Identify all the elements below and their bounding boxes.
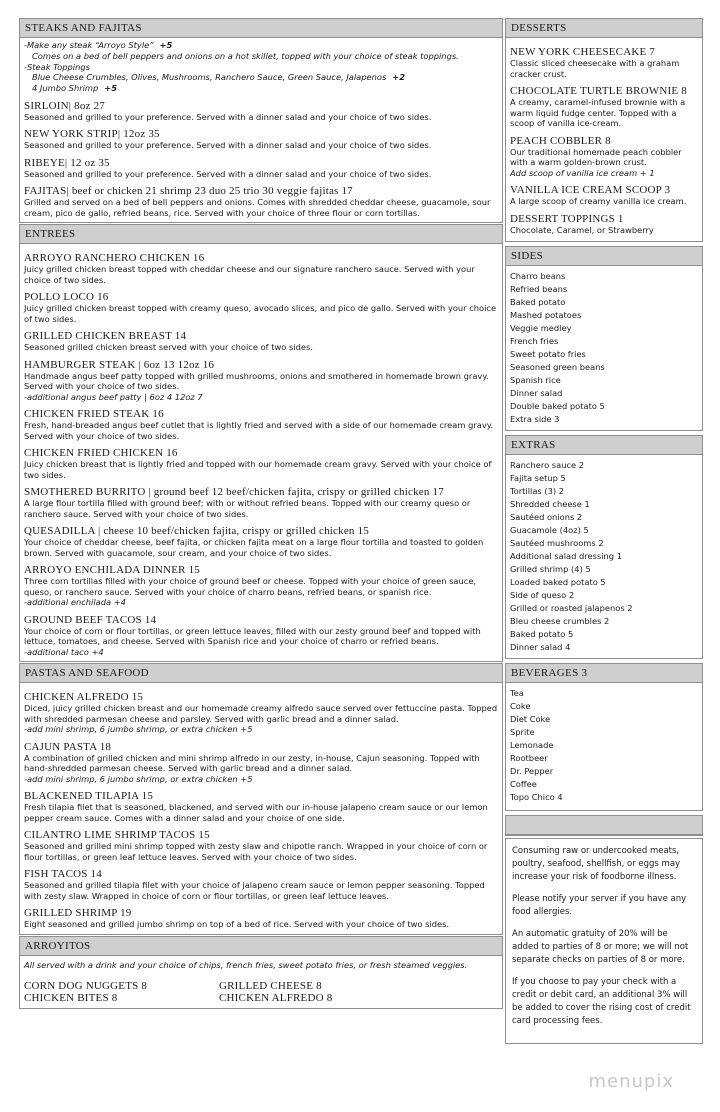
arroyitos-grid bbox=[24, 980, 498, 1004]
menu-item bbox=[24, 907, 498, 930]
beverages-list bbox=[506, 683, 702, 810]
item-price: 15 bbox=[185, 564, 201, 577]
item-name: FAJITAS bbox=[24, 185, 67, 198]
item-description: Seasoned and grilled tilapia filet with your choice of jalapeno cream sauce or lemon pepper seasoning. Topped with zesty slaw. Wrapped in choice of corn or flour tortillas, or green leaf lettuce leaves. bbox=[24, 880, 485, 901]
menu-item-title bbox=[24, 157, 498, 169]
menu-item bbox=[510, 46, 698, 79]
menu-item bbox=[24, 564, 498, 608]
menu-item bbox=[24, 157, 498, 180]
item-name: GROUND BEEF TACOS bbox=[24, 613, 142, 626]
item-price: 19 bbox=[117, 907, 132, 920]
section-sides bbox=[505, 246, 703, 431]
item-name: HAMBURGER STEAK bbox=[24, 358, 136, 371]
list-item: Baked potato 5 bbox=[510, 629, 574, 639]
steaks-intro bbox=[24, 40, 498, 94]
menu-item-title bbox=[24, 252, 498, 264]
list-item: Sweet potato fries bbox=[510, 349, 586, 359]
menu-item-title bbox=[510, 46, 698, 58]
section-header-steaks: STEAKS AND FAJITAS bbox=[20, 19, 502, 38]
menu-item-title bbox=[24, 486, 498, 498]
section-desserts bbox=[505, 18, 703, 242]
item-description: Fresh tilapia filet that is seasoned, blackened, and served with our in-house jalapeno cream sauce or our lemon pepper cream sauce. Comes with a dinner salad and your choice of one side. bbox=[24, 802, 488, 823]
item-name: CHICKEN FRIED STEAK bbox=[24, 408, 150, 421]
menu-item bbox=[24, 829, 498, 862]
menu-item-title bbox=[24, 829, 498, 841]
list-item: Double baked potato 5 bbox=[510, 401, 605, 411]
menu-item bbox=[24, 252, 498, 285]
menu-item bbox=[24, 614, 498, 658]
item-name: GRILLED SHRIMP bbox=[24, 907, 118, 920]
list-item: Ranchero sauce 2 bbox=[510, 460, 585, 470]
menu-item bbox=[24, 185, 498, 218]
menu-item bbox=[24, 868, 498, 901]
list-item: Extra side 3 bbox=[510, 414, 560, 424]
list-item: Fajita setup 5 bbox=[510, 473, 566, 483]
item-name: SIRLOIN bbox=[24, 99, 69, 112]
item-note: -additional enchilada +4 bbox=[24, 597, 126, 608]
item-name: FISH TACOS bbox=[24, 868, 88, 881]
section-header-sides: SIDES bbox=[506, 247, 702, 266]
item-price: | cheese 10 beef/chicken fajita, crispy or grilled chicken 15 bbox=[95, 525, 369, 538]
item-price: | ground beef 12 beef/chicken fajita, crispy or grilled chicken 17 bbox=[145, 486, 444, 499]
item-description: Chocolate, Caramel, or Strawberry bbox=[510, 224, 654, 235]
item-description: A creamy, caramel-infused brownie with a warm liquid fudge center. Topped with a scoop of vanilla ice-cream. bbox=[510, 97, 686, 128]
item-price: 8 bbox=[602, 134, 611, 147]
intro-price: +2 bbox=[392, 72, 406, 83]
menu-item-title: CHICKEN BITES 8 bbox=[24, 992, 118, 1005]
right-column bbox=[505, 18, 703, 1044]
menu-item-title bbox=[510, 85, 698, 97]
menu-item-title bbox=[24, 291, 498, 303]
desserts-list bbox=[506, 38, 702, 241]
item-name: SMOTHERED BURRITO bbox=[24, 486, 146, 499]
menu-item bbox=[24, 408, 498, 441]
menu-item-title bbox=[24, 614, 498, 626]
list-item: French fries bbox=[510, 336, 559, 346]
menu-item-title bbox=[24, 741, 498, 753]
item-description: Juicy grilled chicken breast topped with cheddar cheese and our signature ranchero sauce. Served with your choice of two sides. bbox=[24, 264, 475, 285]
menu-item-title bbox=[24, 868, 498, 880]
item-name: RIBEYE bbox=[24, 156, 65, 169]
menu-item-title bbox=[24, 359, 498, 371]
menu-item-title bbox=[24, 100, 498, 112]
list-item: Dinner salad 4 bbox=[510, 642, 571, 652]
item-description: Your choice of corn or flour tortillas, or green lettuce leaves, filled with our zesty ground beef and topped with lettuce, tomatoes, and cheese. Served with Spanish rice and your choice of charro or refried beans. bbox=[24, 625, 481, 647]
item-description: Handmade angus beef patty topped with grilled mushrooms, onions and smothered in homemade brown gravy. Served with your choice of two sides. bbox=[24, 370, 489, 392]
menu-item bbox=[510, 135, 698, 179]
intro-text: 4 Jumbo Shrimp bbox=[32, 83, 99, 94]
list-item: Bleu cheese crumbles 2 bbox=[510, 616, 610, 626]
extras-list bbox=[506, 455, 702, 658]
menu-item bbox=[24, 691, 498, 735]
item-description: Diced, juicy grilled chicken breast and our homemade creamy alfredo sauce served over fettuccine pasta. Topped with shredded parmesan cheese and parsley. Served with garlic bread and a dinner salad. bbox=[24, 703, 498, 724]
list-item: Dr. Pepper bbox=[510, 766, 554, 776]
item-description: Our traditional homemade peach cobbler with a warm golden-brown crust. bbox=[510, 146, 682, 167]
menu-item bbox=[510, 184, 698, 207]
item-name: CAJUN PASTA bbox=[24, 740, 97, 753]
item-price: 1 bbox=[614, 212, 624, 225]
item-description: Fresh, hand-breaded angus beef cutlet that is lightly fried and served with a side of our homemade cream gravy. Served with your choice of two sides. bbox=[24, 420, 494, 441]
list-item: Seasoned green beans bbox=[510, 362, 605, 372]
item-name: CHICKEN FRIED CHICKEN bbox=[24, 447, 164, 460]
notice-paragraph: If you choose to pay your check with a credit or debit card, an additional 3% will be added to cover the rising cost of credit card processing fees. bbox=[512, 977, 691, 1026]
item-name: QUESADILLA bbox=[24, 525, 96, 538]
item-description: Three corn tortillas filled with your choice of ground beef or cheese. Topped with your choice of green sauce, queso, or ranchero sauce. Served with your choice of charro beans, refried beans, or spanish rice. bbox=[24, 576, 477, 597]
section-pastas bbox=[19, 663, 503, 935]
section-steaks bbox=[19, 18, 503, 223]
left-column bbox=[19, 18, 503, 1009]
item-name: PEACH COBBLER bbox=[510, 134, 603, 147]
intro-line bbox=[24, 72, 498, 83]
menu-item-title bbox=[510, 213, 698, 225]
intro-line bbox=[24, 62, 498, 73]
list-item: Additional salad dressing 1 bbox=[510, 551, 622, 561]
item-name: DESSERT TOPPINGS bbox=[510, 212, 615, 225]
menu-item-title bbox=[24, 185, 498, 197]
list-item: Grilled or roasted jalapenos 2 bbox=[510, 603, 633, 613]
notice-paragraph: Consuming raw or undercooked meats, poultry, seafood, shellfish, or eggs may increase your risk of foodborne illness. bbox=[512, 846, 681, 882]
item-price: 16 bbox=[149, 408, 164, 421]
list-item: Dinner salad bbox=[510, 388, 563, 398]
item-name: GRILLED CHICKEN BREAST bbox=[24, 330, 172, 343]
item-name: CHICKEN ALFREDO bbox=[24, 691, 129, 704]
menu-item-title bbox=[24, 525, 498, 537]
item-price: | 12oz 35 bbox=[117, 128, 160, 141]
sides-list bbox=[506, 266, 702, 430]
menu-item bbox=[510, 85, 698, 129]
list-item: Loaded baked potato 5 bbox=[510, 577, 606, 587]
item-name: BLACKENED TILAPIA bbox=[24, 790, 139, 803]
menu-item bbox=[24, 486, 498, 519]
item-price: 15 bbox=[138, 790, 154, 803]
item-name: NEW YORK STRIP bbox=[24, 128, 118, 141]
list-item: Tea bbox=[510, 688, 524, 698]
item-description: Eight seasoned and grilled jumbo shrimp on top of a bed of rice. Served with your choice of two sides. bbox=[24, 919, 450, 930]
intro-price: +5 bbox=[159, 40, 173, 50]
menu-item-title bbox=[24, 564, 498, 576]
notice-paragraph: Please notify your server if you have any food allergies. bbox=[512, 894, 687, 917]
item-description: A large scoop of creamy vanilla ice cream. bbox=[510, 196, 687, 206]
blank-panel bbox=[505, 815, 703, 836]
entrees-list bbox=[20, 244, 502, 661]
intro-line bbox=[24, 83, 498, 94]
item-note: Add scoop of vanilla ice cream + 1 bbox=[510, 167, 655, 178]
list-item: Mashed potatoes bbox=[510, 310, 582, 320]
section-entrees bbox=[19, 224, 503, 662]
intro-text: Blue Cheese Crumbles, Olives, Mushrooms, Ranchero Sauce, Green Sauce, Jalapenos bbox=[32, 72, 387, 83]
list-item: Lemonade bbox=[510, 740, 554, 750]
list-item: Charro beans bbox=[510, 271, 566, 281]
menu-item-title bbox=[24, 790, 498, 802]
item-description: Seasoned and grilled to your preference. Served with a dinner salad and your choice of two sides. bbox=[24, 168, 432, 179]
list-item: Grilled shrimp (4) 5 bbox=[510, 564, 591, 574]
menu-item bbox=[510, 213, 698, 236]
item-description: Seasoned grilled chicken breast served with your choice of two sides. bbox=[24, 342, 313, 353]
list-item: Side of queso 2 bbox=[510, 590, 575, 600]
item-price: | 6oz 13 12oz 16 bbox=[135, 358, 215, 371]
intro-text: -Steak Toppings bbox=[24, 61, 90, 72]
section-header-pastas: PASTAS AND SEAFOOD bbox=[20, 664, 502, 683]
menu-item bbox=[24, 330, 498, 353]
item-price: | 8oz 27 bbox=[68, 99, 105, 112]
section-header-entrees: ENTREES bbox=[20, 225, 502, 244]
list-item: Baked potato bbox=[510, 297, 566, 307]
list-item: Sautéed mushrooms 2 bbox=[510, 538, 604, 548]
section-header-arroyitos: ARROYITOS bbox=[20, 937, 502, 956]
item-price: | beef or chicken 21 shrimp 23 duo 25 trio 30 veggie fajitas 17 bbox=[66, 185, 353, 198]
menu-item-title bbox=[24, 907, 498, 919]
item-description: Juicy chicken breast that is lightly fried and topped with our homemade cream gravy. Served with your choice of two sides. bbox=[24, 459, 492, 480]
item-price: 14 bbox=[141, 613, 157, 626]
list-item: Refried beans bbox=[510, 284, 568, 294]
list-item: Shredded cheese 1 bbox=[510, 499, 590, 509]
menu-item-title bbox=[24, 447, 498, 459]
list-item: Diet Coke bbox=[510, 714, 551, 724]
menu-item-title bbox=[510, 184, 698, 196]
notices-panel bbox=[505, 838, 703, 1044]
item-name: ARROYO ENCHILADA DINNER bbox=[24, 564, 186, 577]
menu-item bbox=[24, 525, 498, 558]
item-price: 7 bbox=[646, 46, 656, 58]
menu-item bbox=[24, 741, 498, 785]
item-description: Seasoned and grilled mini shrimp topped with zesty slaw and chipotle ranch. Wrapped in your choice of corn or flour tortillas, or green leaf lettuce leaves. Served with your choice of two sides. bbox=[24, 841, 488, 862]
section-beverages bbox=[505, 663, 703, 811]
section-extras bbox=[505, 435, 703, 659]
arroyitos-intro: All served with a drink and your choice of chips, french fries, sweet potato fries, or fresh steamed veggies. bbox=[24, 959, 468, 970]
item-price: 14 bbox=[87, 868, 102, 881]
item-description: A combination of grilled chicken and mini shrimp alfredo in our zesty, in-house, Cajun seasoning. Topped with hand-shredded parmesan cheese. Served with garlic bread and a dinner salad. bbox=[24, 752, 480, 774]
section-header-desserts: DESSERTS bbox=[506, 19, 702, 38]
section-header-extras: EXTRAS bbox=[506, 436, 702, 455]
section-arroyitos bbox=[19, 936, 503, 1010]
menu-item bbox=[24, 291, 498, 324]
item-price: 15 bbox=[128, 691, 144, 704]
pastas-list bbox=[20, 683, 502, 934]
menu-item-title: GRILLED CHEESE 8 bbox=[219, 980, 322, 993]
list-item: Guacamole (4oz) 5 bbox=[510, 525, 589, 535]
item-name: NEW YORK CHEESECAKE bbox=[510, 46, 647, 58]
item-price: 14 bbox=[171, 330, 187, 343]
menu-item-title bbox=[24, 128, 498, 140]
menu-item bbox=[24, 447, 498, 480]
intro-line bbox=[24, 40, 498, 51]
item-note: -add mini shrimp, 6 jumbo shrimp, or extra chicken +5 bbox=[24, 724, 253, 735]
menu-item-title bbox=[24, 330, 498, 342]
list-item: Coke bbox=[510, 701, 531, 711]
list-item: Rootbeer bbox=[510, 753, 548, 763]
intro-text: -Make any steak “Arroyo Style” bbox=[24, 40, 154, 50]
item-note: -additional taco +4 bbox=[24, 646, 104, 657]
item-price: 15 bbox=[195, 829, 210, 842]
item-description: Classic sliced cheesecake with a graham cracker crust. bbox=[510, 58, 680, 79]
list-item: Coffee bbox=[510, 779, 537, 789]
menu-item bbox=[24, 359, 498, 403]
menu-item-title: CORN DOG NUGGETS 8 bbox=[24, 980, 148, 993]
item-name: POLLO LOCO bbox=[24, 291, 95, 304]
notice-paragraph: An automatic gratuity of 20% will be added to parties of 8 or more; we will not separate checks on parties of 8 or more. bbox=[512, 929, 689, 965]
item-price: 3 bbox=[661, 184, 671, 196]
item-price: 16 bbox=[163, 447, 178, 460]
intro-price: +5 bbox=[104, 83, 118, 94]
item-description: A large flour tortilla filled with ground beef; with or without refried beans. Topped with our creamy queso or ranchero sauce. Served with your choice of two sides. bbox=[24, 498, 471, 519]
menu-item-title: CHICKEN ALFREDO 8 bbox=[219, 992, 333, 1005]
item-price: 8 bbox=[678, 85, 687, 97]
item-name: CHOCOLATE TURTLE BROWNIE bbox=[510, 85, 679, 97]
list-item: Tortillas (3) 2 bbox=[510, 486, 565, 496]
menu-item bbox=[24, 790, 498, 823]
menu-item bbox=[24, 100, 498, 123]
item-price: | 12 oz 35 bbox=[64, 156, 110, 169]
item-description: Seasoned and grilled to your preference. Served with a dinner salad and your choice of two sides. bbox=[24, 111, 432, 122]
blank-bar bbox=[506, 816, 702, 835]
item-description: Juicy grilled chicken breast topped with creamy queso, avocado slices, and pico de gallo. Served with your choice of two sides. bbox=[24, 303, 497, 324]
list-item: Spanish rice bbox=[510, 375, 561, 385]
intro-text: Comes on a bed of bell peppers and onions on a hot skillet, topped with your choice of steak toppings. bbox=[32, 50, 459, 61]
item-price: 18 bbox=[96, 740, 112, 753]
item-description: Your choice of cheddar cheese, beef fajita, or chicken fajita meat on a large flour tortilla and toasted to golden brown. Served with guacamole, sour cream, and your choice of two sides. bbox=[24, 537, 484, 558]
item-price: 16 bbox=[94, 291, 109, 304]
list-item: Sautéed onions 2 bbox=[510, 512, 583, 522]
watermark-logo: menupix bbox=[588, 1071, 674, 1092]
menu-item-title bbox=[24, 408, 498, 420]
item-note: -additional angus beef patty | 6oz 4 12oz 7 bbox=[24, 391, 203, 402]
menu-item bbox=[24, 128, 498, 151]
list-item: Veggie medley bbox=[510, 323, 572, 333]
list-item: Sprite bbox=[510, 727, 535, 737]
item-note: -add mini shrimp, 6 jumbo shrimp, or extra chicken +5 bbox=[24, 773, 253, 784]
item-description: Seasoned and grilled to your preference. Served with a dinner salad and your choice of two sides. bbox=[24, 140, 432, 151]
menu-item-title bbox=[510, 135, 698, 147]
menu-item-title bbox=[24, 691, 498, 703]
item-price: 16 bbox=[189, 252, 205, 265]
intro-line bbox=[24, 51, 498, 62]
item-name: VANILLA ICE CREAM SCOOP bbox=[510, 184, 662, 196]
item-name: CILANTRO LIME SHRIMP TACOS bbox=[24, 829, 196, 842]
item-name: ARROYO RANCHERO CHICKEN bbox=[24, 252, 190, 265]
item-description: Grilled and served on a bed of bell peppers and onions. Comes with shredded cheddar cheese, guacamole, sour cream, pico de gallo, refried beans, rice. Served with your choice of three flour or corn tortillas. bbox=[24, 197, 491, 218]
list-item: Topo Chico 4 bbox=[510, 792, 563, 802]
steaks-list bbox=[24, 100, 498, 219]
section-header-beverages: BEVERAGES 3 bbox=[506, 664, 702, 683]
